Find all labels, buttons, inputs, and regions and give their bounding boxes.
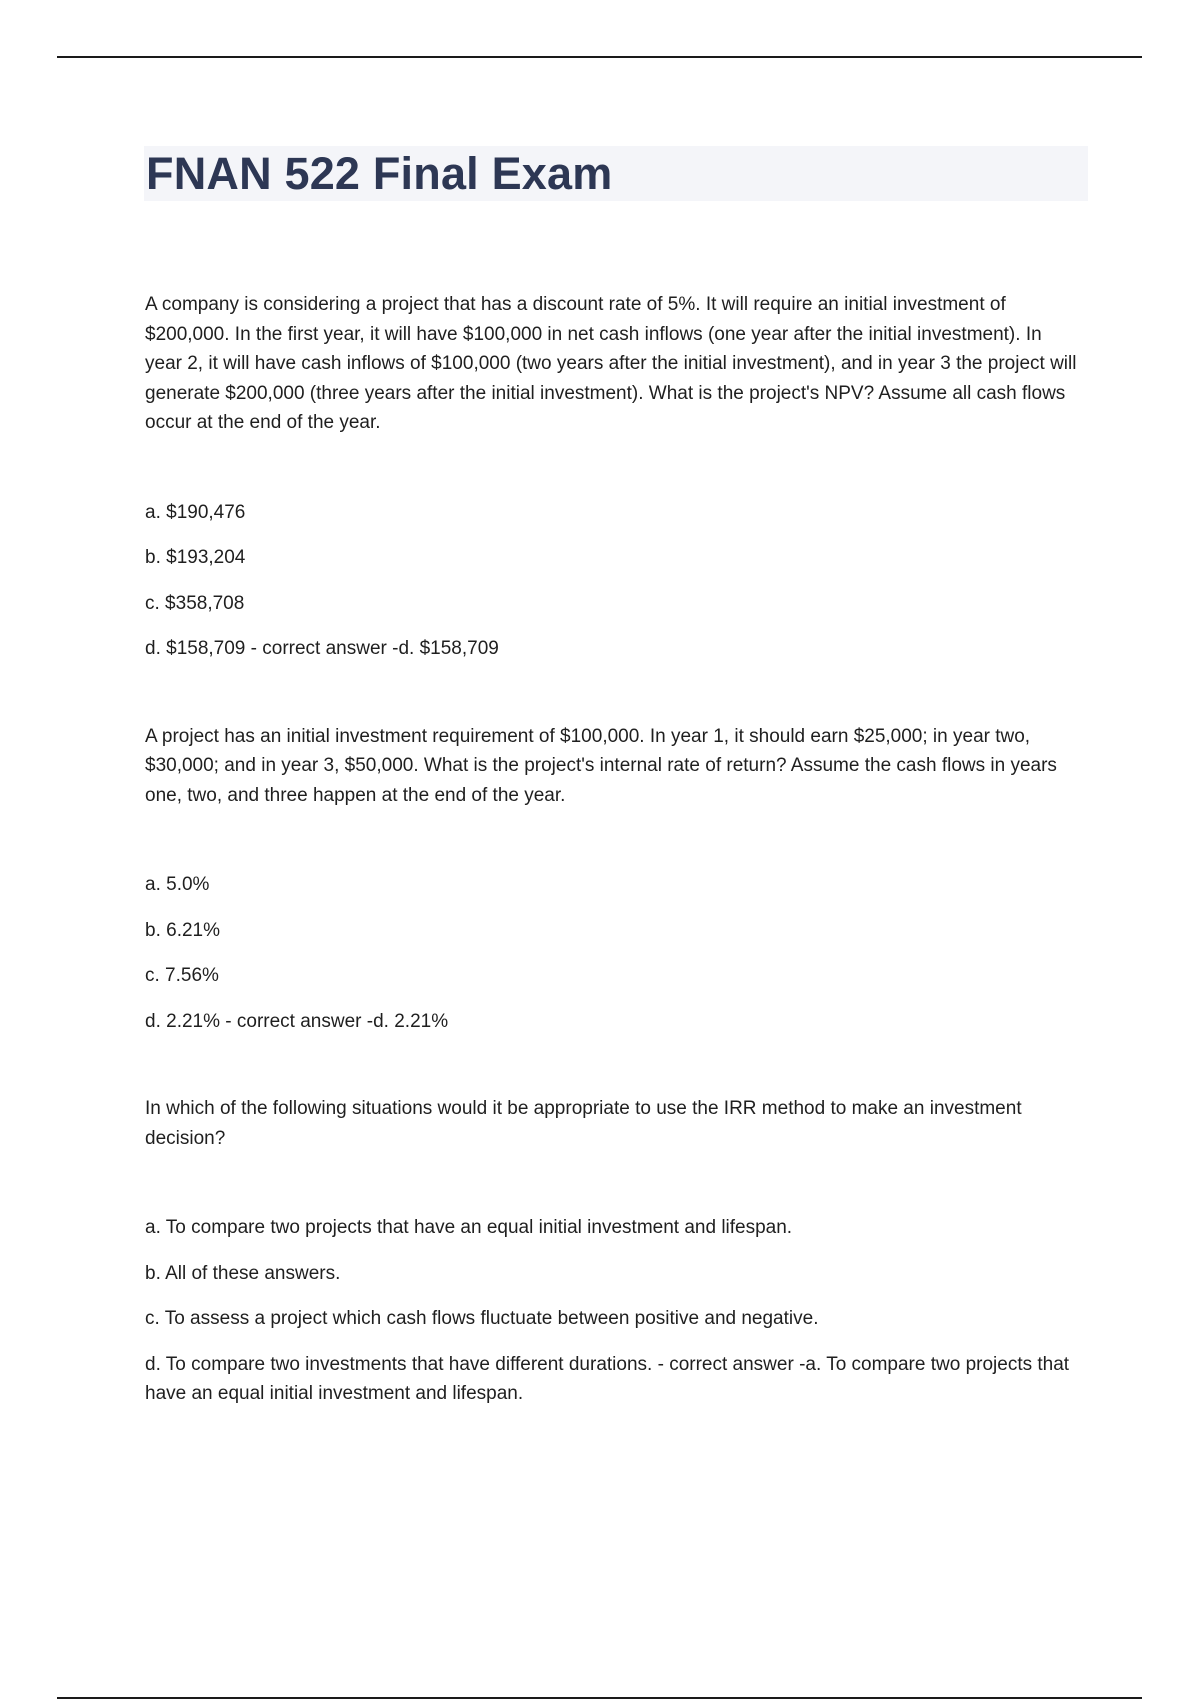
- answer-option: d. $158,709: [145, 638, 246, 659]
- question-text: A project has an initial investment requirement of $100,000. In year 1, it should earn $25,000; in year two, $30,000; and in year 3, $50,000. What is the project's internal rate of return? Assume the cash flows in years one, two, and three happen at the end of the year.: [145, 725, 1057, 806]
- answer-option-with-key: [145, 1007, 1080, 1037]
- correct-answer-label: - correct answer -: [245, 638, 399, 659]
- answer-option: b. $193,204: [145, 547, 246, 568]
- answer-options: [145, 870, 1080, 1036]
- correct-answer: a. To compare two projects that have an equal initial investment and lifespan.: [145, 1353, 1070, 1404]
- answer-option: a. To compare two projects that have an equal initial investment and lifespan.: [145, 1217, 793, 1238]
- answer-options: [145, 1213, 1080, 1409]
- question-block: [145, 1094, 1080, 1409]
- correct-answer-label: - correct answer -: [220, 1010, 374, 1032]
- answer-option: a. 5.0%: [145, 874, 210, 895]
- correct-answer: d. 2.21%: [373, 1010, 449, 1032]
- answer-option-with-key: [145, 1350, 1080, 1409]
- answer-option-with-key: [145, 634, 1080, 664]
- answer-option: d. To compare two investments that have different durations.: [145, 1353, 653, 1375]
- exam-content: [145, 290, 1080, 1467]
- answer-option: c. 7.56%: [145, 965, 219, 986]
- correct-answer: d. $158,709: [398, 638, 499, 659]
- question-text: A company is considering a project that has a discount rate of 5%. It will require an initial investment of $200,000. In the first year, it will have $100,000 in net cash inflows (one year after the initial investment). In year 2, it will have cash inflows of $100,000 (two years after the initial investment), and in year 3 the project will generate $200,000 (three years after the initial investment). What is the project's NPV? Assume all cash flows occur at the end of the year.: [145, 294, 1077, 433]
- question-block: [145, 722, 1080, 1037]
- answer-option: b. 6.21%: [145, 919, 220, 941]
- answer-option: c. $358,708: [145, 592, 245, 614]
- top-rule: [57, 56, 1142, 58]
- page-title: FNAN 522 Final Exam: [146, 148, 613, 199]
- answer-option: d. 2.21%: [145, 1010, 220, 1032]
- answer-option: c. To assess a project which cash flows fluctuate between positive and negative.: [145, 1308, 819, 1329]
- bottom-rule: [57, 1697, 1142, 1699]
- question-text: In which of the following situations would it be appropriate to use the IRR method to make an investment decision?: [145, 1098, 1022, 1149]
- answer-option: b. All of these answers.: [145, 1262, 341, 1284]
- answer-option: a. $190,476: [145, 501, 246, 523]
- answer-options: [145, 498, 1080, 664]
- correct-answer-label: - correct answer -: [652, 1353, 806, 1375]
- question-block: [145, 290, 1080, 664]
